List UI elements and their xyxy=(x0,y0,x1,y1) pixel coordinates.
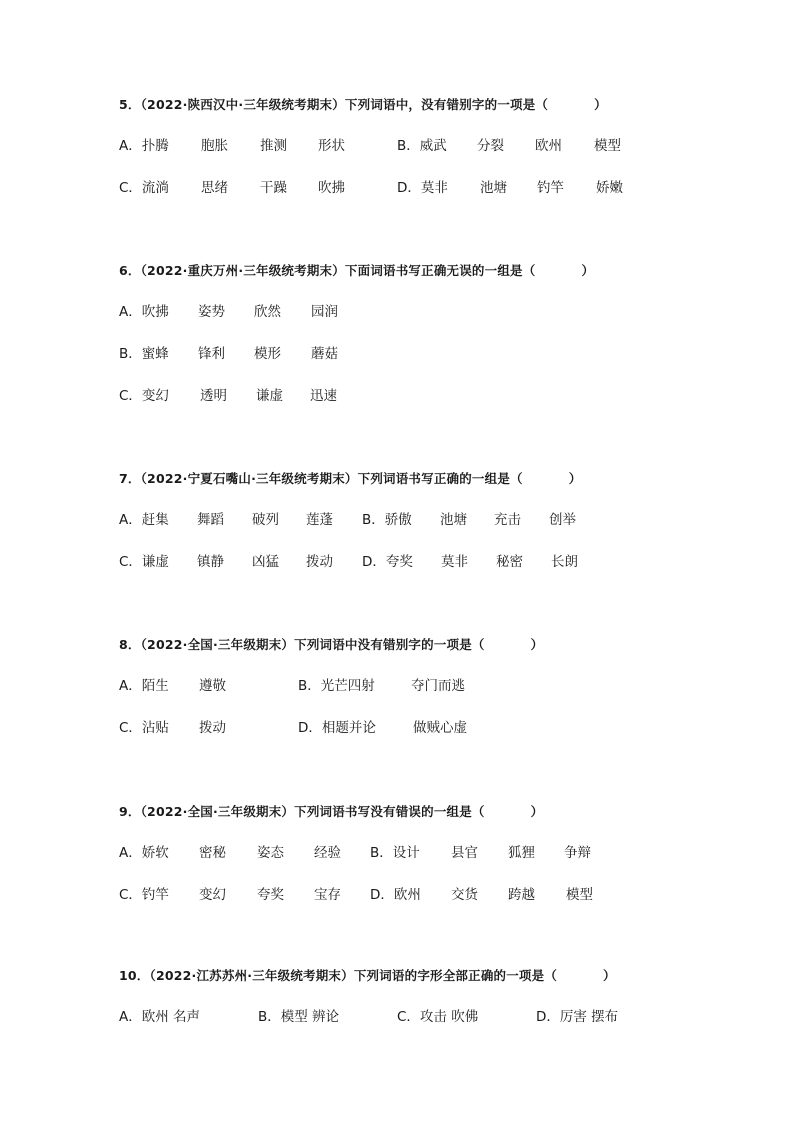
options-row xyxy=(0,676,794,696)
option-word: B．光芒四射 xyxy=(298,678,375,694)
options-row xyxy=(0,1007,794,1027)
option-word: 经验 xyxy=(314,845,341,861)
option-word: 变幻 xyxy=(199,887,226,903)
question-stem: 9．（2022·全国·三年级期末）下列词语书写没有错误的一组是（ ） xyxy=(119,804,544,819)
option-word: C．攻击 吹佛 xyxy=(397,1009,479,1025)
options-row xyxy=(0,718,794,738)
option-word: B．设计 xyxy=(370,845,420,861)
options-row xyxy=(0,178,794,198)
option-word: 夸奖 xyxy=(257,887,284,903)
option-word: A．吹拂 xyxy=(119,304,169,320)
option-word: 充击 xyxy=(494,512,521,528)
option-word: 分裂 xyxy=(477,138,504,154)
option-word: 狐狸 xyxy=(508,845,535,861)
option-word: D．相题并论 xyxy=(298,720,376,736)
question-stem: 5．（2022·陕西汉中·三年级统考期末）下列词语中，没有错别字的一项是（ ） xyxy=(119,97,607,112)
option-word: C．流淌 xyxy=(119,180,169,196)
option-word: A．赶集 xyxy=(119,512,169,528)
option-word: 争辩 xyxy=(564,845,591,861)
option-word: D．厉害 摆布 xyxy=(536,1009,619,1025)
option-word: 欣然 xyxy=(254,304,281,320)
option-word: 舞蹈 xyxy=(197,512,224,528)
option-word: 凶猛 xyxy=(252,554,279,570)
option-word: 跨越 xyxy=(508,887,535,903)
option-word: 迅速 xyxy=(310,388,337,404)
option-word: 镇静 xyxy=(197,554,224,570)
option-word: 干躁 xyxy=(260,180,287,196)
option-word: 钓竿 xyxy=(537,180,564,196)
options-row xyxy=(0,552,794,572)
option-word: C．谦虚 xyxy=(119,554,169,570)
option-word: 县官 xyxy=(451,845,478,861)
option-word: 做贼心虚 xyxy=(413,720,467,736)
option-word: A．陌生 xyxy=(119,678,169,694)
option-word: 夺门而逃 xyxy=(411,678,465,694)
option-word: 锋利 xyxy=(198,346,225,362)
option-word: 思绪 xyxy=(201,180,228,196)
option-word: D．莫非 xyxy=(397,180,448,196)
option-word: 遵敬 xyxy=(199,678,226,694)
option-word: 拨动 xyxy=(199,720,226,736)
option-word: 莲蓬 xyxy=(306,512,333,528)
option-word: 创举 xyxy=(549,512,576,528)
option-word: 园润 xyxy=(311,304,338,320)
option-word: 形状 xyxy=(318,138,345,154)
option-word: C．沾贴 xyxy=(119,720,169,736)
option-word: B．威武 xyxy=(397,138,447,154)
option-word: B．骄傲 xyxy=(362,512,412,528)
option-word: 娇嫩 xyxy=(596,180,623,196)
option-word: 姿势 xyxy=(198,304,225,320)
option-word: 密秘 xyxy=(199,845,226,861)
option-word: 秘密 xyxy=(496,554,523,570)
option-word: 池塘 xyxy=(480,180,507,196)
options-row xyxy=(0,302,794,322)
option-word: 透明 xyxy=(200,388,227,404)
option-word: A．扑腾 xyxy=(119,138,169,154)
options-row xyxy=(0,843,794,863)
option-word: 姿态 xyxy=(257,845,284,861)
option-word: 欧州 xyxy=(535,138,562,154)
option-word: 蘑菇 xyxy=(311,346,338,362)
question-stem: 10．（2022·江苏苏州·三年级统考期末）下列词语的字形全部正确的一项是（ ） xyxy=(119,968,616,983)
option-word: 宝存 xyxy=(314,887,341,903)
option-word: C．钓竿 xyxy=(119,887,169,903)
options-row xyxy=(0,136,794,156)
option-word: 模形 xyxy=(254,346,281,362)
option-word: 长朗 xyxy=(551,554,578,570)
question-stem: 8．（2022·全国·三年级期末）下列词语中没有错别字的一项是（ ） xyxy=(119,637,544,652)
question-stem: 6．（2022·重庆万州·三年级统考期末）下面词语书写正确无误的一组是（ ） xyxy=(119,263,595,278)
option-word: A．欧州 名声 xyxy=(119,1009,201,1025)
option-word: 模型 xyxy=(566,887,593,903)
option-word: D．夸奖 xyxy=(362,554,413,570)
option-word: B．蜜蜂 xyxy=(119,346,169,362)
option-word: 吹拂 xyxy=(318,180,345,196)
option-word: D．欧州 xyxy=(370,887,421,903)
options-row xyxy=(0,344,794,364)
options-row xyxy=(0,386,794,406)
option-word: A．娇软 xyxy=(119,845,169,861)
option-word: 池塘 xyxy=(440,512,467,528)
options-row xyxy=(0,510,794,530)
question-stem: 7．（2022·宁夏石嘴山·三年级统考期末）下列词语书写正确的一组是（ ） xyxy=(119,471,582,486)
option-word: 胞胀 xyxy=(201,138,228,154)
options-row xyxy=(0,885,794,905)
option-word: 谦虚 xyxy=(256,388,283,404)
option-word: C．变幻 xyxy=(119,388,169,404)
option-word: 模型 xyxy=(594,138,621,154)
option-word: B．模型 辨论 xyxy=(258,1009,340,1025)
option-word: 交货 xyxy=(451,887,478,903)
option-word: 莫非 xyxy=(441,554,468,570)
option-word: 拨动 xyxy=(306,554,333,570)
option-word: 破列 xyxy=(252,512,279,528)
option-word: 推测 xyxy=(260,138,287,154)
